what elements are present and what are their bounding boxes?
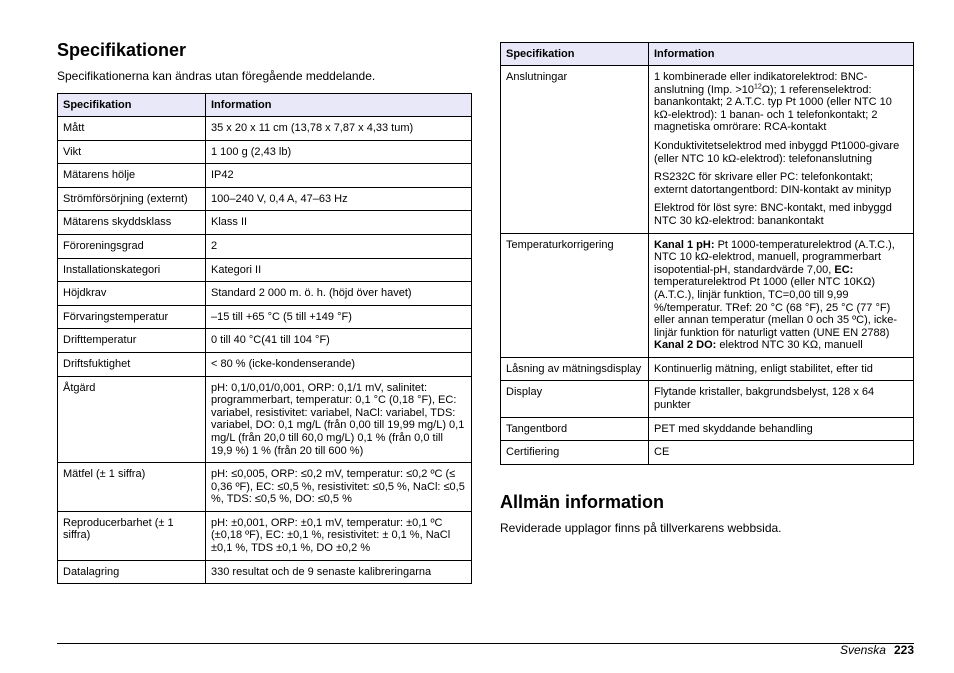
spec-table-right [500,42,914,465]
table-row [58,258,472,282]
info-cell: pH: ±0,001, ORP: ±0,1 mV, temperatur: ±0,1 ºC (±0,18 ºF), EC: ±0,1 %, resistivitet: ± 0,1 %, NaCl ±0,1 %, TDS ±0,1 %, DO ±0,2 % [206,511,472,560]
spec-cell: Vikt [58,140,206,164]
table-row [58,211,472,235]
table-row [501,441,914,465]
spec-cell: Temperaturkorrigering [501,233,649,357]
info-cell: pH: ≤0,005, ORP: ≤0,2 mV, temperatur: ≤0,2 ºC (≤ 0,36 ºF), EC: ≤0,5 %, resistivitet: ≤0,5 %, NaCl: ≤0,5 %, TDS: ≤0,5 %, DO: ≤0,5 % [206,463,472,512]
table-row [501,233,914,357]
info-text: temperaturelektrod Pt 1000 (eller NTC 10KΩ) (A.T.C.), linjär funktion, TC=0,00 till 9,99 %/temperatur. TRef: 20 °C (68 °F), 25 °C (77 °F) eller annan temperatur (mellan 0 och 35 ºC), icke-linjär funktion för naturligt vatten (UNE EN 2788) [654,276,898,339]
info-cell [649,66,914,234]
info-cell: 100–240 V, 0,4 A, 47–63 Hz [206,187,472,211]
spec-cell: Drifttemperatur [58,329,206,353]
page-footer [840,643,914,657]
info-cell: Flytande kristaller, bakgrundsbelyst, 128 x 64 punkter [649,381,914,417]
table-row [501,417,914,441]
footer-language: Svenska [839,643,886,657]
info-paragraph: Konduktivitetselektrod med inbyggd Pt1000-givare (eller NTC 10 kΩ-elektrod): telefonanslutning [654,139,900,165]
spec-cell: Certifiering [501,441,649,465]
info-paragraph: RS232C för skrivare eller PC: telefonkontakt; externt datortangentbord: DIN-kontakt av minityp [654,171,892,196]
spec-cell: Mått [58,117,206,141]
table-row [58,376,472,463]
info-cell: Kategori II [206,258,472,282]
table-row [58,352,472,376]
spec-cell: Höjdkrav [58,282,206,306]
info-cell: Standard 2 000 m. ö. h. (höjd över havet) [206,282,472,306]
table-row [58,282,472,306]
table-row [58,329,472,353]
info-cell: < 80 % (icke-kondenserande) [206,352,472,376]
spec-cell: Installationskategori [58,258,206,282]
spec-cell: Datalagring [58,560,206,584]
spec-cell: Föroreningsgrad [58,234,206,258]
table-row [58,234,472,258]
intro-text: Specifikationerna kan ändras utan föregående meddelande. [57,69,376,83]
general-info-text: Reviderade upplagor finns på tillverkarens webbsida. [500,521,782,535]
table-row [58,164,472,188]
bold-label: Kanal 1 pH: [654,238,715,251]
info-text: 1 kombinerade eller indikatorelektrod: BNC-anslutning (Imp. >10 [654,71,868,96]
info-text: Pt 1000-temperaturelektrod (A.T.C.), NTC 10 kΩ-elektrod, manuell, programmerbart isopotential-pH, standardvärde 7,00, [654,238,895,276]
table-row [501,66,914,234]
info-cell: 2 [206,234,472,258]
spec-table-left [57,93,472,584]
table-header-row [501,43,914,66]
info-cell: 1 100 g (2,43 lb) [206,140,472,164]
spec-cell: Reproducerbarhet (± 1 siffra) [58,511,206,560]
info-cell: Kontinuerlig mätning, enligt stabilitet, efter tid [649,357,914,381]
footer-divider [57,643,914,644]
bold-label: Kanal 2 DO: [654,339,717,352]
table-row [501,381,914,417]
info-cell: CE [649,441,914,465]
info-paragraph: Elektrod för löst syre: BNC-kontakt, med inbyggd NTC 30 kΩ-elektrod: banankontakt [654,202,892,227]
spec-cell: Mätfel (± 1 siffra) [58,463,206,512]
column-header-info: Information [649,43,914,66]
spec-cell: Förvaringstemperatur [58,305,206,329]
info-cell: PET med skyddande behandling [649,417,914,441]
table-row [58,117,472,141]
info-text: elektrod NTC 30 KΩ, manuell [716,339,863,352]
info-cell: 330 resultat och de 9 senaste kalibreringarna [206,560,472,584]
superscript: 12 [753,82,762,90]
column-header-spec: Specifikation [58,94,206,117]
info-text: Ω); 1 referenselektrod: banankontakt; 2 A.T.C. typ Pt 1000 (eller NTC 10 kΩ-elektrod): 1 banan- och 1 telefonkontakt; 2 magnetiska omrörare: RCA-kontakt [654,83,892,134]
spec-cell: Display [501,381,649,417]
info-paragraph [654,71,908,134]
spec-cell: Låsning av mätningsdisplay [501,357,649,381]
table-row [58,305,472,329]
table-row [58,140,472,164]
spec-cell: Strömförsörjning (externt) [58,187,206,211]
info-cell [649,233,914,357]
page-number: 223 [893,643,914,657]
table-row [58,560,472,584]
info-cell: Klass II [206,211,472,235]
table-row [58,511,472,560]
column-header-info: Information [206,94,472,117]
info-cell: 35 x 20 x 11 cm (13,78 x 7,87 x 4,33 tum) [206,117,472,141]
info-cell: –15 till +65 °C (5 till +149 °F) [206,305,472,329]
table-header-row [58,94,472,117]
section-title-allman-information: Allmän information [500,492,665,512]
spec-cell: Mätarens hölje [58,164,206,188]
spec-cell: Mätarens skyddsklass [58,211,206,235]
section-title-specifikationer: Specifikationer [57,40,187,60]
spec-cell: Tangentbord [501,417,649,441]
table-row [58,187,472,211]
info-cell: IP42 [206,164,472,188]
spec-cell: Driftsfuktighet [58,352,206,376]
spec-cell: Åtgärd [58,376,206,463]
info-cell: 0 till 40 °C(41 till 104 °F) [206,329,472,353]
table-row [58,463,472,512]
column-header-spec: Specifikation [501,43,649,66]
bold-label: EC: [834,263,854,276]
spec-cell: Anslutningar [501,66,649,234]
info-cell: pH: 0,1/0,01/0,001, ORP: 0,1/1 mV, salinitet: programmerbart, temperatur: 0,1 °C (0,18 °F), EC: variabel, resistivitet: variabel, NaCl: variabel, TDS: variabel, DO: 0,1 mg/L (från 0,00 till 19,99 mg/L) 0,1 mg/L (från 20,0 till 60,0 mg/L) 0,1 % (från 0,0 till 19,9 %) 1 % (från 20 till 600 %) [206,376,472,463]
table-row [501,357,914,381]
